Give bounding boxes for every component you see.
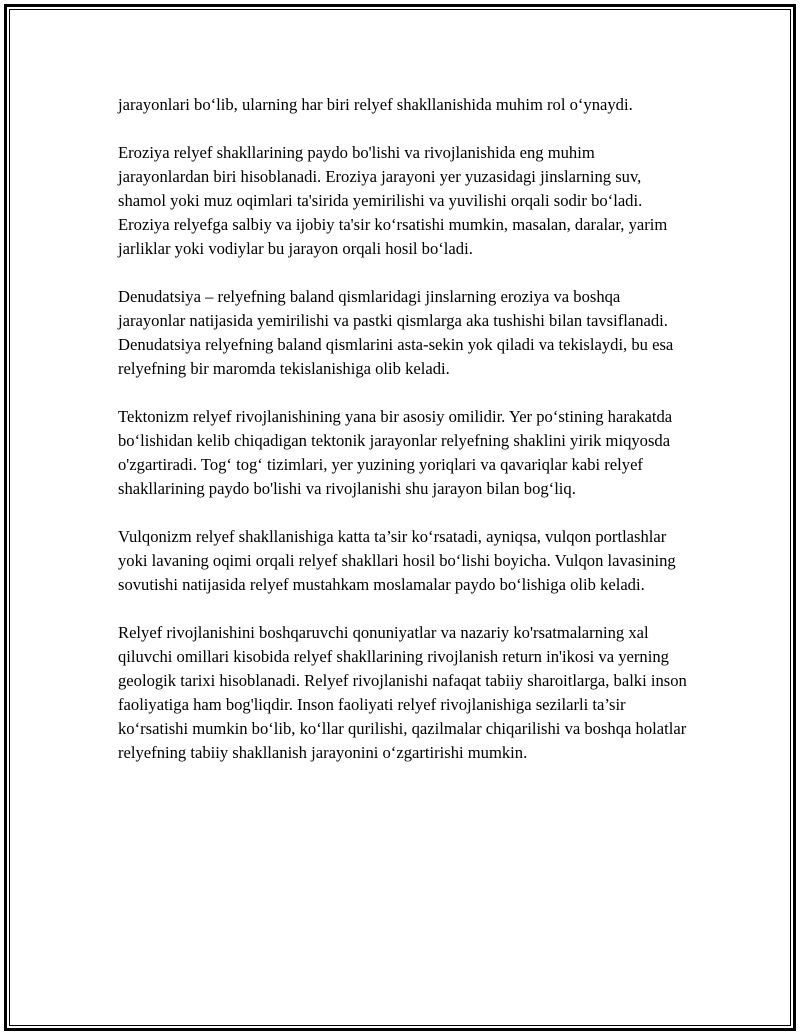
paragraph-5: Vulqonizm relyef shakllanishiga katta ta’sir ko‘rsatadi, ayniqsa, vulqon portlashlar yoki lavaning oqimi orqali relyef shakllari hosil bo‘lishi boyicha. Vulqon lavasining sovutishi natijasida relyef mustahkam moslamalar paydo bo‘lishiga olib keladi. (118, 527, 676, 594)
paragraph-3: Denudatsiya – relyefning baland qismlaridagi jinslarning eroziya va boshqa jarayonlar natijasida yemirilishi va pastki qismlarga aka tushishi bilan tavsiflanadi. Denudatsiya relyefning baland qismlarini asta-sekin yok qiladi va tekislaydi, bu esa relyefning bir maromda tekislanishiga olib keladi. (118, 287, 674, 378)
document-body (118, 93, 690, 789)
paragraph-4: Tektonizm relyef rivojlanishining yana bir asosiy omilidir. Yer po‘stining harakatda bo‘lishidan kelib chiqadigan tektonik jarayonlar relyefning shaklini yirik miqyosda o'zgartiradi. Tog‘ tog‘ tizimlari, yer yuzining yoriqlari va qavariqlar kabi relyef shakllarining paydo bo'lishi va rivojlanishi shu jarayon bilan bog‘liq. (118, 407, 673, 498)
paragraph-2: Eroziya relyef shakllarining paydo bo'lishi va rivojlanishida eng muhim jarayonlardan biri hisoblanadi. Eroziya jarayoni yer yuzasidagi jinslarning suv, shamol yoki muz oqimlari ta'sirida yemirilishi va yuvilishi orqali sodir bo‘ladi. Eroziya relyefga salbiy va ijobiy ta'sir ko‘rsatishi mumkin, masalan, daralar, yarim jarliklar yoki vodiylar bu jarayon orqali hosil bo‘ladi. (118, 143, 668, 258)
paragraph-6: Relyef rivojlanishini boshqaruvchi qonuniyatlar va nazariy ko'rsatmalarning xal qiluvchi omillari kisobida relyef shakllarining rivojlanish return in'ikosi va yerning geologik tarixi hisoblanadi. Relyef rivojlanishi nafaqat tabiiy sharoitlarga, balki inson faoliyatiga ham bog'liqdir. Inson faoliyati relyef rivojlanishiga sezilarli ta’sir ko‘rsatishi mumkin bo‘lib, ko‘llar qurilishi, qazilmalar chiqarilishi va boshqa holatlar relyefning tabiiy shakllanish jarayonini o‘zgartirishi mumkin. (118, 623, 687, 762)
paragraph-1: jarayonlari bo‘lib, ularning har biri relyef shakllanishida muhim rol o‘ynaydi. (118, 95, 633, 114)
